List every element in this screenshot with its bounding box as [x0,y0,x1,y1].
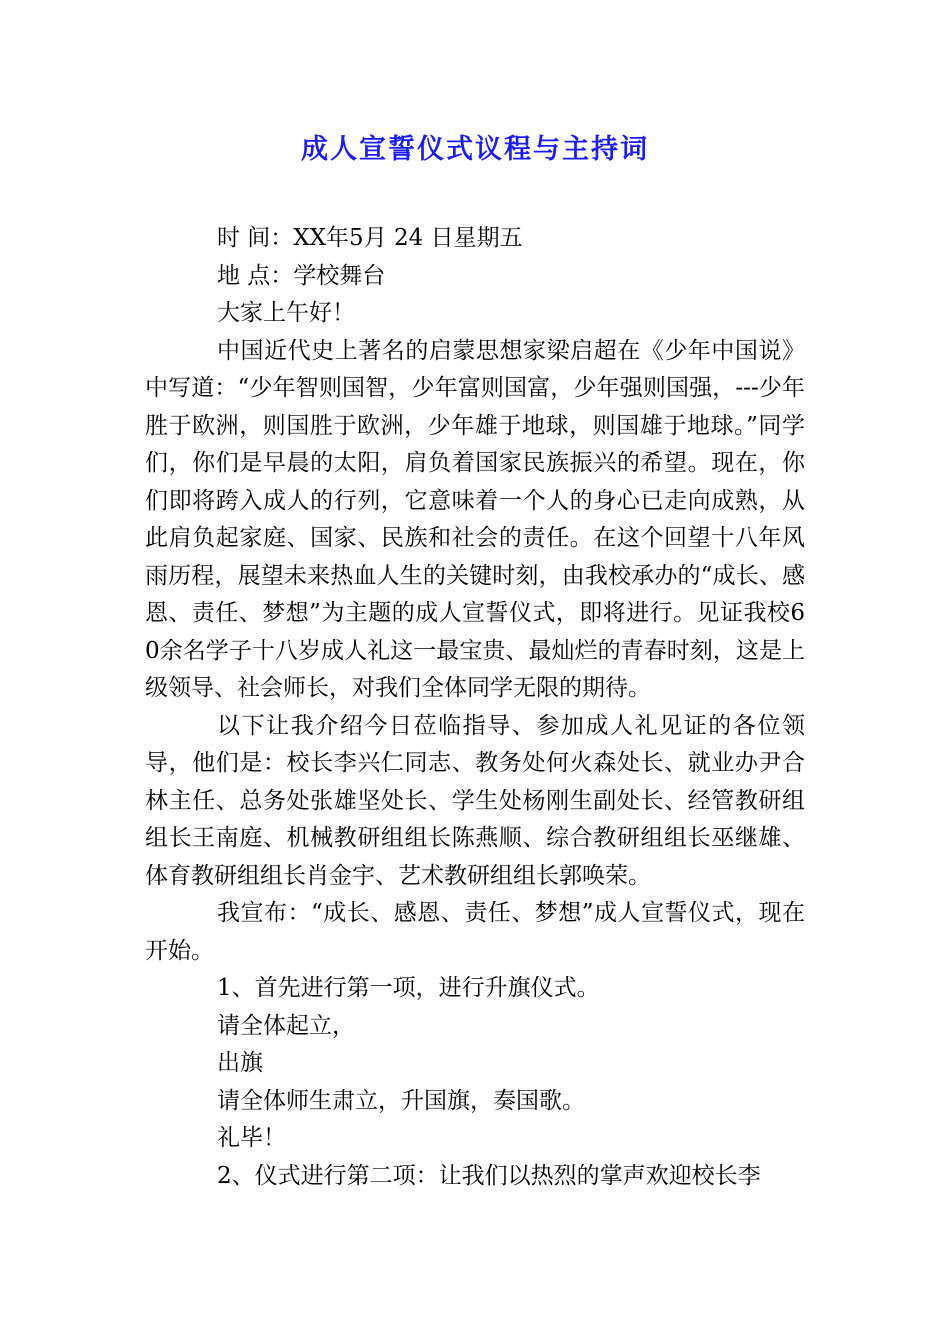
paragraph-time: 时 间：XX年5月 24 日星期五 [217,225,523,251]
paragraph-flag-out: 出旗 [217,1050,263,1076]
paragraph-item-2: 2、仪式进行第二项：让我们以热烈的掌声欢迎校长李 [217,1162,761,1189]
paragraph-greeting: 大家上午好！ [217,300,355,326]
paragraph-anthem: 请全体师生肃立，升国旗，奏国歌。 [217,1087,585,1114]
document-body [145,220,805,1195]
document-title: 成人宣誓仪式议程与主持词 [301,134,649,165]
paragraph-salute-end: 礼毕！ [217,1125,286,1151]
paragraph-stand-up: 请全体起立， [217,1012,355,1039]
paragraph-announcement: 我宣布：“成长、感恩、责任、梦想”成人宣誓仪式，现在开始。 [145,900,805,964]
paragraph-opening-speech: 中国近代史上著名的启蒙思想家梁启超在《少年中国说》中写道：“少年智则国智，少年富则国富，少年强则国强，---少年胜于欧洲，则国胜于欧洲，少年雄于地球，则国雄于地球。”同学们，你们是早晨的太阳，肩负着国家民族振兴的希望。现在，你们即将跨入成人的行列，它意味着一个人的身心已走向成熟，从此肩负起家庭、国家、民族和社会的责任。在这个回望十八年风雨历程，展望未来热血人生的关键时刻，由我校承办的“成长、感恩、责任、梦想”为主题的成人宣誓仪式，即将进行。见证我校60余名学子十八岁成人礼这一最宝贵、最灿烂的青春时刻，这是上级领导、社会师长，对我们全体同学无限的期待。 [145,337,805,701]
paragraph-location: 地 点：学校舞台 [217,262,386,289]
paragraph-introduction: 以下让我介绍今日莅临指导、参加成人礼见证的各位领导，他们是：校长李兴仁同志、教务处何火森处长、就业办尹合林主任、总务处张雄坚处长、学生处杨刚生副处长、经管教研组组长王南庭、机械教研组组长陈燕顺、综合教研组组长巫继雄、体育教研组组长肖金宇、艺术教研组组长郭唤荣。 [145,712,805,889]
paragraph-item-1: 1、首先进行第一项，进行升旗仪式。 [217,975,600,1001]
